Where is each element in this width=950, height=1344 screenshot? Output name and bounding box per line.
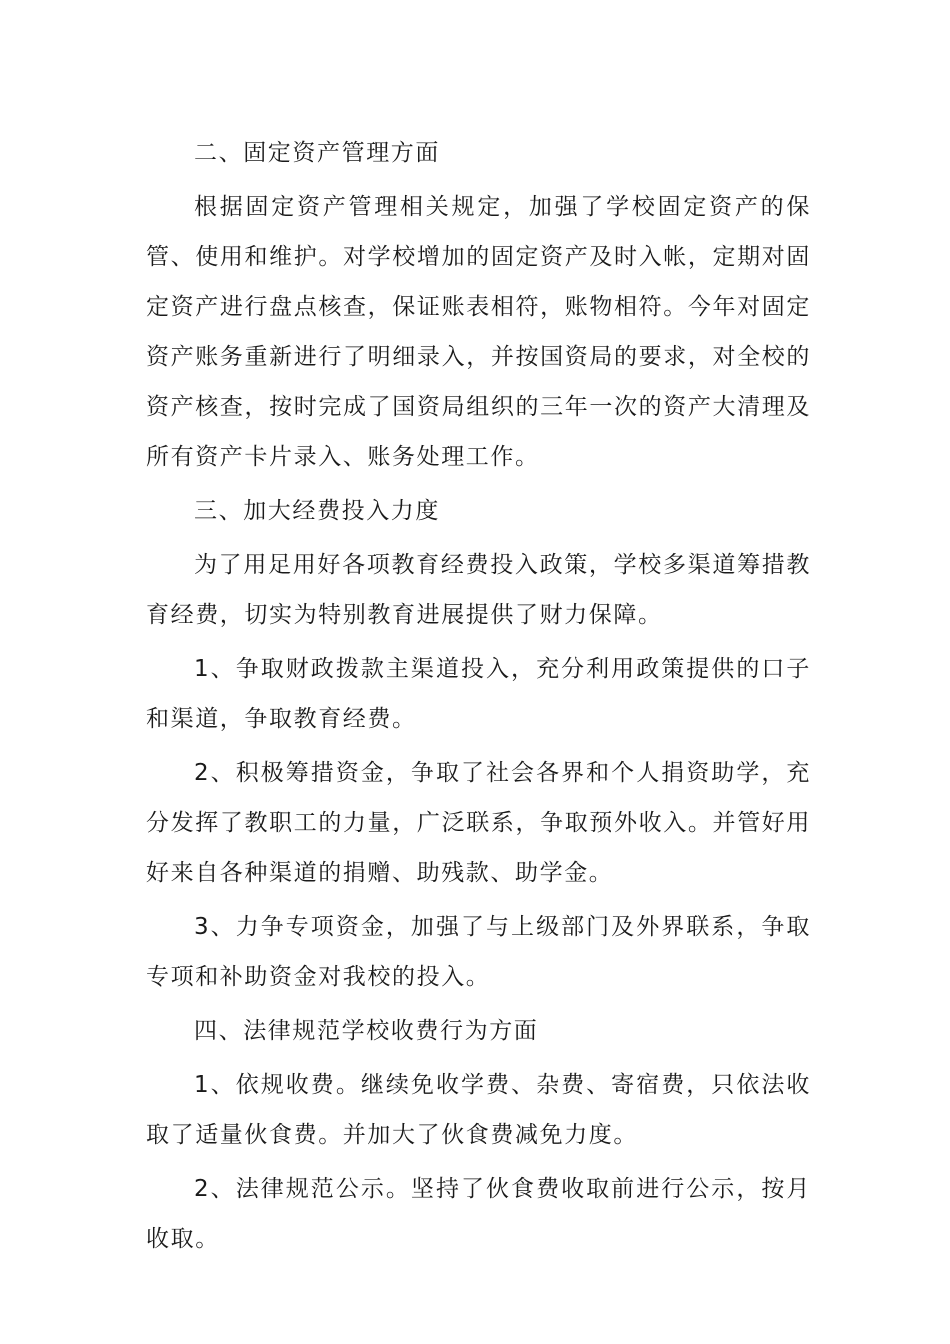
- list-item-fees-1: 1、依规收费。继续免收学费、杂费、寄宿费，只依法收取了适量伙食费。并加大了伙食费减免力度。: [146, 1072, 811, 1148]
- section-heading-fixed-assets: 二、固定资产管理方面: [194, 140, 440, 166]
- list-item-funding-1: 1、争取财政拨款主渠道投入，充分利用政策提供的口子和渠道，争取教育经费。: [146, 656, 811, 732]
- section-heading-funding: 三、加大经费投入力度: [194, 498, 440, 524]
- list-item-funding-3: 3、力争专项资金，加强了与上级部门及外界联系，争取专项和补助资金对我校的投入。: [146, 914, 811, 990]
- list-item-funding-2: 2、积极筹措资金，争取了社会各界和个人捐资助学，充分发挥了教职工的力量，广泛联系，争取预外收入。并管好用好来自各种渠道的捐赠、助残款、助学金。: [146, 760, 811, 886]
- list-item-fees-2: 2、法律规范公示。坚持了伙食费收取前进行公示，按月收取。: [146, 1176, 811, 1252]
- paragraph-fixed-assets: 根据固定资产管理相关规定，加强了学校固定资产的保管、使用和维护。对学校增加的固定资产及时入帐，定期对固定资产进行盘点核查，保证账表相符，账物相符。今年对固定资产账务重新进行了明细录入，并按国资局的要求，对全校的资产核查，按时完成了国资局组织的三年一次的资产大清理及所有资产卡片录入、账务处理工作。: [146, 194, 811, 470]
- document-body: [146, 128, 811, 1268]
- section-heading-fees: 四、法律规范学校收费行为方面: [194, 1018, 539, 1044]
- paragraph-funding-intro: 为了用足用好各项教育经费投入政策，学校多渠道筹措教育经费，切实为特别教育进展提供了财力保障。: [146, 552, 811, 628]
